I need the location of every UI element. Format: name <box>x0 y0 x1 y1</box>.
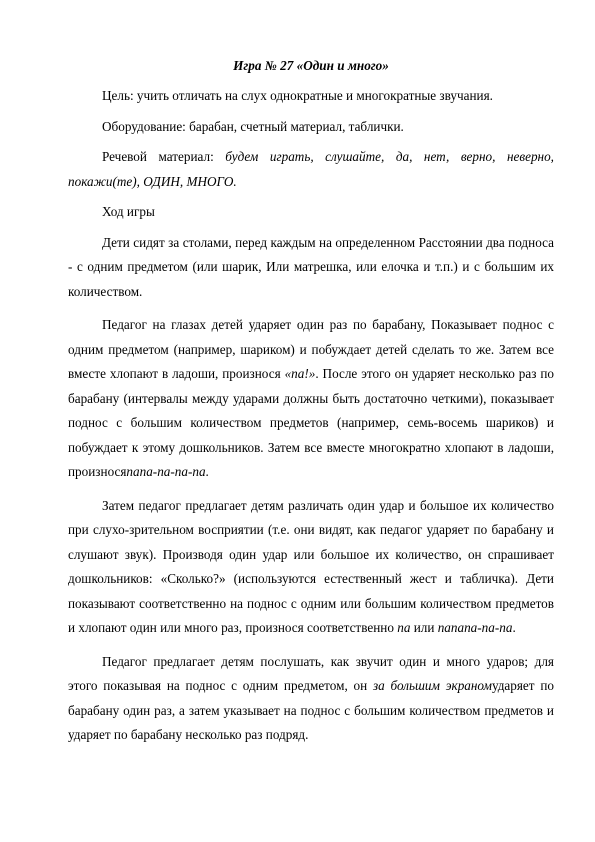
syllable-example: папа-па-па-па <box>126 464 206 479</box>
paragraph-text: или <box>410 620 438 635</box>
speech-material-label: Речевой материал: <box>102 149 226 164</box>
document-page <box>68 56 554 754</box>
paragraph-setup: Дети сидят за столами, перед каждым на определенном Расстоянии два подноса - с одним предметом (или шарик, Или матрешка, или елочка и т.п.) и с большим их количеством. <box>68 234 554 299</box>
syllable-example: «па!» <box>284 366 316 381</box>
screen-phrase: за большим экраном <box>372 678 492 693</box>
course-heading: Ход игры <box>102 204 155 219</box>
paragraph-demonstration <box>68 313 554 485</box>
speech-material-paragraph <box>68 145 554 194</box>
paragraph-text: Затем педагог предлагает детям различать один удар и большое их количество при слухо-зрительном восприятии (т.е. они видят, как педагог ударяет по барабану и слушают звук). Производя один удар или большое их количество, он спрашивает дошкольников: «Сколько?» (используются естественный жест и табличка). Дети показывают соответственно на поднос с одним или большим количеством предметов и хлопают один или много раз, произнося соответственно <box>68 497 554 635</box>
syllable-example: папапа-па-па <box>437 620 513 635</box>
paragraph-listening <box>68 650 554 748</box>
goal-paragraph: Цель: учить отличать на слух однократные и многократные звучания. <box>102 88 493 103</box>
game-title: Игра № 27 «Один и много» <box>233 58 389 73</box>
paragraph-text: . <box>512 620 516 635</box>
speech-material-list: будем играть, слушайте, да, нет, верно, неверно, покажи(те), ОДИН, МНОГО. <box>68 149 554 189</box>
equipment-paragraph: Оборудование: барабан, счетный материал, таблички. <box>102 118 404 134</box>
paragraph-text: . После этого он ударяет несколько раз по барабану (интервалы между ударами должны быть достаточно четкими), показывает поднос с большим количеством предметов (например, семь-восемь шариков) и побуждает к этому дошкольников. Затем все вместе многократно хлопают в ладоши, произнося <box>68 366 554 479</box>
paragraph-text: . <box>205 464 209 479</box>
paragraph-text: Педагог предлагает детям послушать, как звучит один и много ударов; для этого показывая на поднос с одним предметом, он <box>68 653 554 693</box>
paragraph-text: Педагог на глазах детей ударяет один раз по барабану, Показывает поднос с одним предметом (например, шариком) и побуждает детей сделать то же. Затем все вместе хлопают в ладоши, произнося <box>68 317 554 381</box>
paragraph-differentiation <box>68 494 554 641</box>
syllable-example: па <box>397 620 411 635</box>
paragraph-text: ударяет по барабану один раз, а затем указывает на поднос с большим количеством предметов и ударяет по барабану несколько раз подряд. <box>68 678 554 742</box>
